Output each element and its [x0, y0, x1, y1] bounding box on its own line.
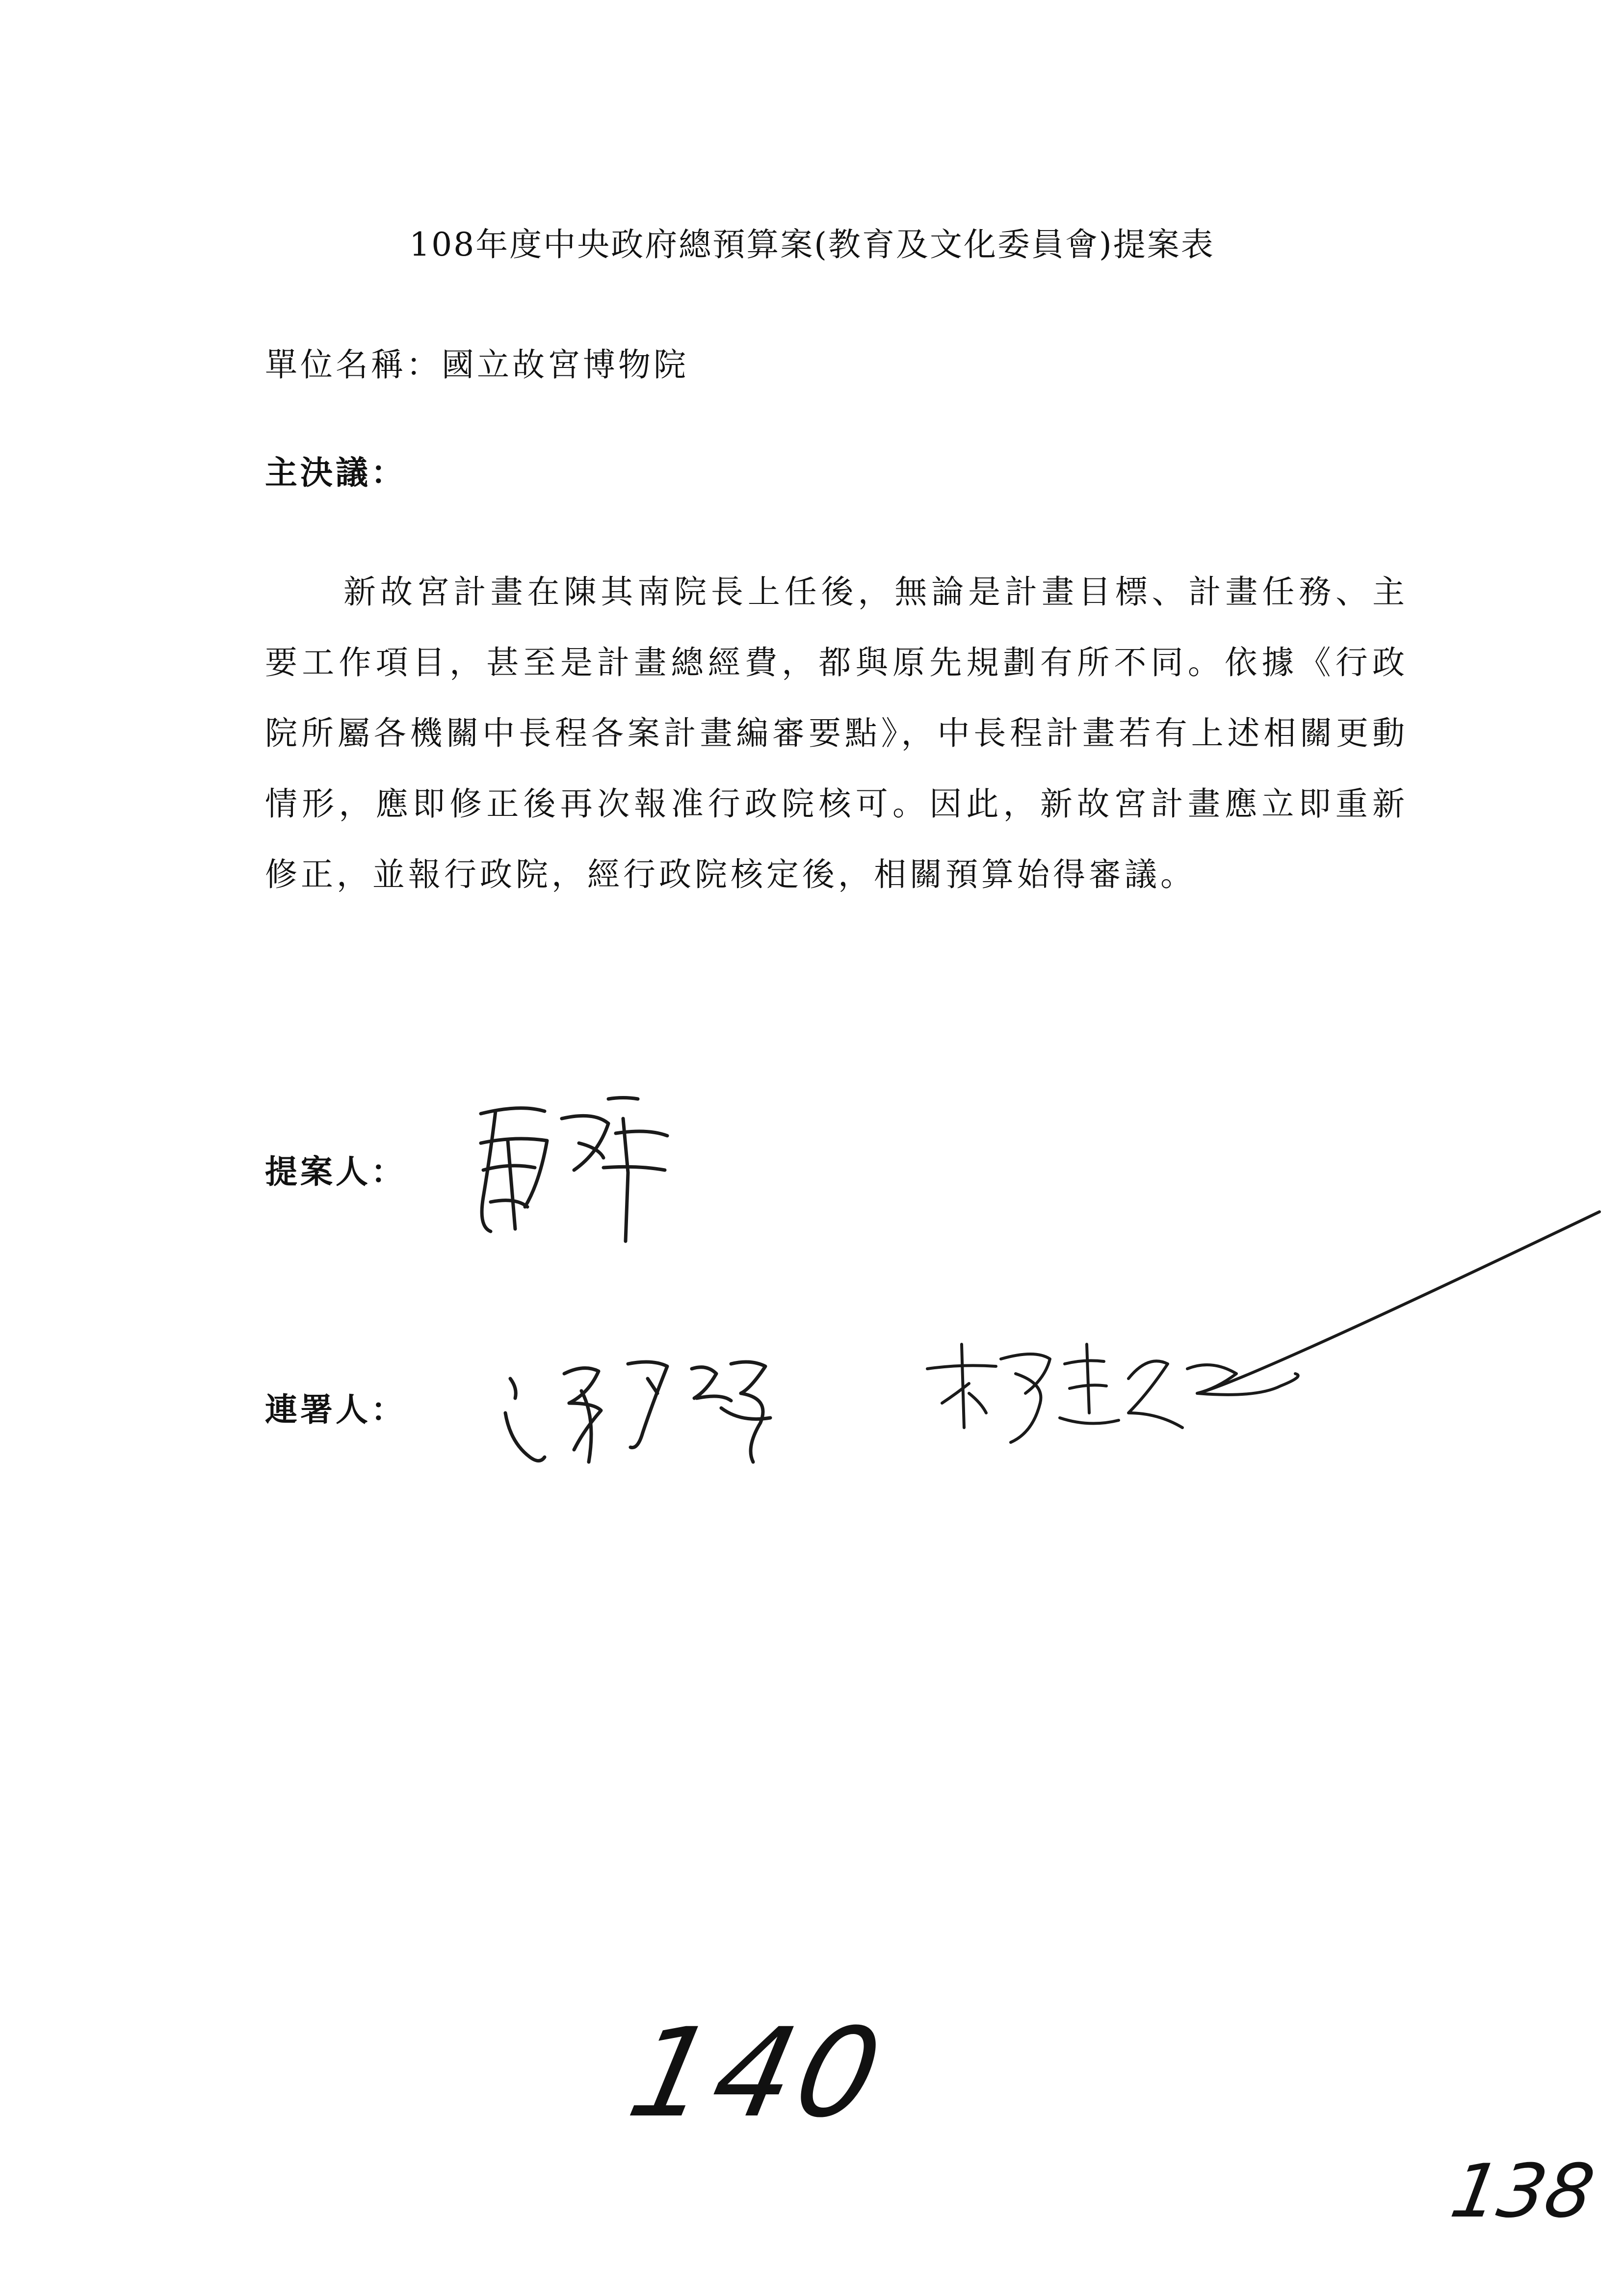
handwritten-corner-number: 138 — [1444, 2149, 1600, 2234]
unit-value: 國立故宮博物院 — [442, 346, 689, 384]
main-resolution-label: 主決議： — [265, 453, 406, 492]
document-title: 108年度中央政府總預算案(教育及文化委員會)提案表 — [409, 226, 1215, 263]
proposer-signature — [461, 1084, 687, 1246]
cosigner-signature-first — [496, 1344, 810, 1472]
unit-label: 單位名稱： — [265, 346, 442, 384]
cosigner-signature-second — [922, 1197, 1609, 1477]
cosigner-label: 連署人： — [265, 1390, 406, 1429]
unit-line — [265, 339, 689, 385]
resolution-body: 新故宮計畫在陳其南院長上任後，無論是計畫目標、計畫任務、主要工作項目，甚至是計畫總經費，都與原先規劃有所不同。依據《行政院所屬各機關中長程各案計畫編審要點》，中長程計畫若有上述相關更動情形，應即修正後再次報准行政院核可。因此，新故宮計畫應立即重新修正，並報行政院，經行政院核定後，相關預算始得審議。 — [265, 573, 1408, 893]
handwritten-page-number: 140 — [618, 2002, 897, 2144]
proposer-label: 提案人： — [265, 1152, 406, 1191]
